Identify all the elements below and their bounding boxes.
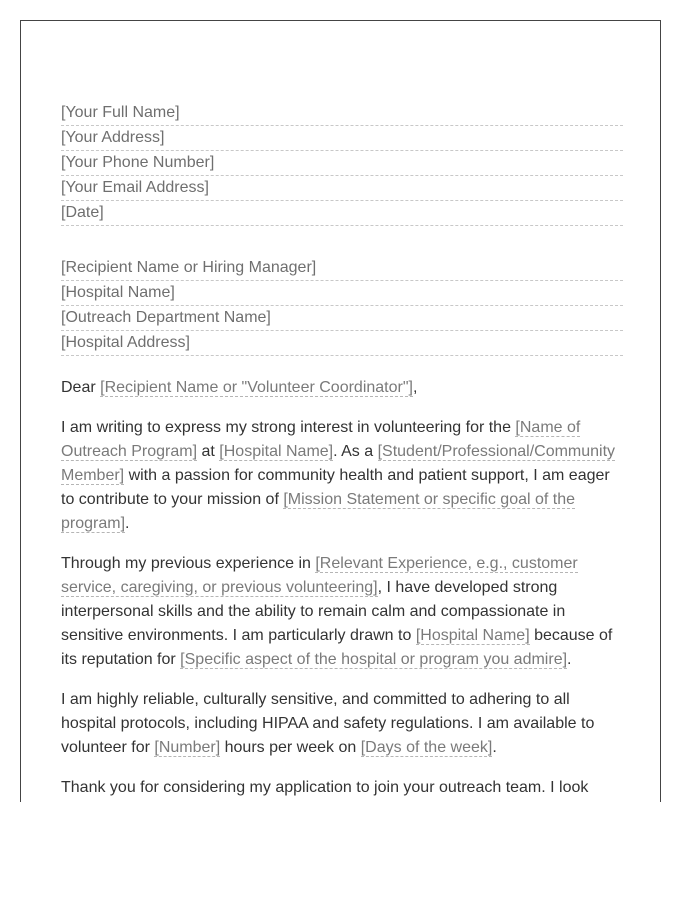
days-placeholder: [Days of the week] (360, 739, 493, 756)
p1-text-3: . As a (333, 443, 378, 460)
p1-text-1: I am writing to express my strong interest in volunteering for the (61, 419, 516, 436)
p3-text-2: hours per week on (220, 739, 361, 756)
p3-text-1: I am highly reliable, culturally sensitive, and committed to adhering to all hospital protocols, including HIPAA and safety regulations. I am available to volunteer for (61, 691, 595, 756)
sender-phone: [Your Phone Number] (61, 151, 623, 176)
letter-page (20, 20, 661, 802)
sender-email: [Your Email Address] (61, 176, 623, 201)
recipient-address: [Hospital Address] (61, 331, 623, 356)
letter-date: [Date] (61, 201, 623, 226)
salutation-suffix: , (412, 379, 418, 396)
recipient-name: [Recipient Name or Hiring Manager] (61, 256, 623, 281)
sender-block (61, 101, 623, 226)
program-name-placeholder: [Name of Outreach Program] (61, 419, 581, 460)
hours-placeholder: [Number] (154, 739, 221, 756)
admired-aspect-placeholder: [Specific aspect of the hospital or program you admire] (180, 651, 568, 668)
salutation (61, 376, 623, 400)
paragraph-intro (61, 416, 621, 536)
p1-text-5: . (125, 515, 130, 532)
paragraph-availability (61, 688, 621, 760)
mission-placeholder: [Mission Statement or specific goal of the program] (61, 491, 576, 532)
recipient-hospital: [Hospital Name] (61, 281, 623, 306)
paragraph-closing (61, 776, 621, 800)
role-placeholder: [Student/Professional/Community Member] (61, 443, 616, 484)
salutation-placeholder: [Recipient Name or "Volunteer Coordinator"] (100, 379, 413, 396)
p3-text-3: . (492, 739, 497, 756)
p1-text-2: at (197, 443, 220, 460)
experience-placeholder: [Relevant Experience, e.g., customer service, caregiving, or previous volunteering] (61, 555, 578, 596)
hospital-name-placeholder: [Hospital Name] (415, 627, 530, 644)
paragraph-experience (61, 552, 621, 672)
recipient-block (61, 256, 623, 356)
salutation-prefix: Dear (61, 379, 101, 396)
recipient-department: [Outreach Department Name] (61, 306, 623, 331)
block-spacer (61, 226, 623, 256)
sender-full-name: [Your Full Name] (61, 101, 623, 126)
p4-text-1: Thank you for considering my application to join your outreach team. I look (61, 779, 589, 796)
p2-text-4: . (567, 651, 572, 668)
p2-text-1: Through my previous experience in (61, 555, 316, 572)
hospital-name-placeholder: [Hospital Name] (219, 443, 334, 460)
p2-text-3: because of its reputation for (61, 627, 613, 668)
p1-text-4: with a passion for community health and patient support, I am eager to contribute to your mission of (61, 467, 610, 508)
letter-content (61, 101, 623, 802)
sender-address: [Your Address] (61, 126, 623, 151)
p2-text-2: , I have developed strong interpersonal skills and the ability to remain calm and compassionate in sensitive environments. I am particularly drawn to (61, 579, 566, 644)
